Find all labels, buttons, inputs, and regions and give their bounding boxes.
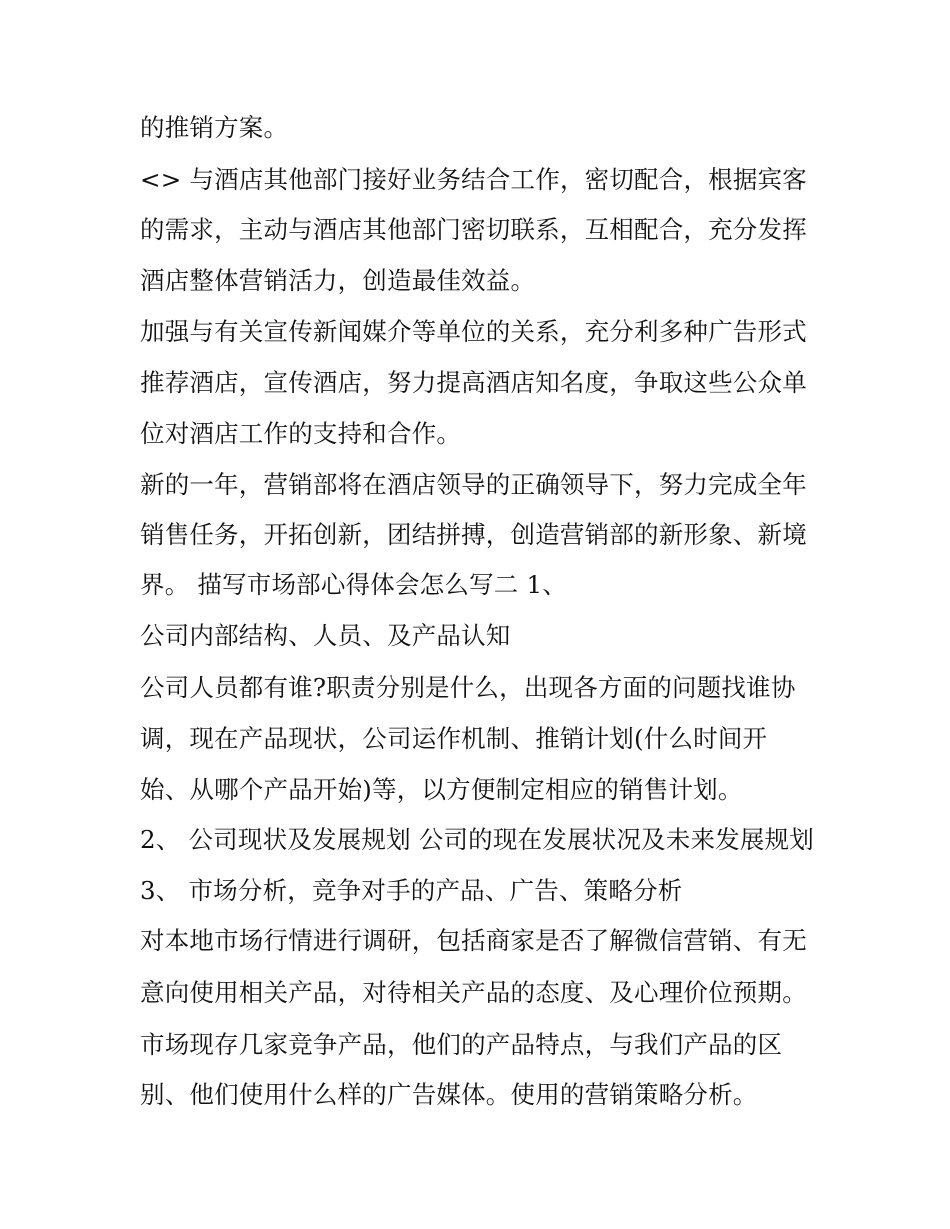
text-line-17: 对本地市场行情进行调研，包括商家是否了解微信营销、有无 — [140, 926, 807, 955]
text-line-8: 新的一年，营销部将在酒店领导的正确领导下，努力完成全年 — [140, 470, 807, 499]
text-line-5: 加强与有关宣传新闻媒介等单位的关系，充分利多种广告形式 — [140, 317, 807, 346]
text-line-9: 销售任务，开拓创新，团结拼搏，创造营销部的新形象、新境 — [140, 520, 807, 549]
text-line-2: <> 与酒店其他部门接好业务结合工作，密切配合，根据宾客 — [140, 165, 807, 194]
text-line-7: 位对酒店工作的支持和合作。 — [140, 419, 462, 448]
text-line-15: 2、 公司现状及发展规划 公司的现在发展状况及未来发展规划 — [140, 825, 814, 854]
text-line-11: 公司内部结构、人员、及产品认知 — [140, 621, 511, 650]
text-line-3: 的需求，主动与酒店其他部门密切联系，互相配合，充分发挥 — [140, 215, 807, 244]
text-line-1: 的推销方案。 — [140, 113, 289, 142]
text-line-20: 别、他们使用什么样的广告媒体。使用的营销策略分析。 — [140, 1080, 758, 1109]
text-line-16: 3、 市场分析，竞争对手的产品、广告、策略分析 — [140, 876, 683, 905]
text-line-18: 意向使用相关产品，对待相关产品的态度、及心理价位预期。 — [140, 978, 807, 1007]
text-line-19: 市场现存几家竞争产品，他们的产品特点，与我们产品的区 — [140, 1030, 783, 1059]
text-line-6: 推荐酒店，宣传酒店，努力提高酒店知名度，争取这些公众单 — [140, 368, 807, 397]
text-line-12: 公司人员都有谁?职责分别是什么，出现各方面的问题找谁协 — [140, 673, 796, 702]
text-line-10: 界。 描写市场部心得体会怎么写二 1、 — [140, 570, 567, 599]
text-line-4: 酒店整体营销活力，创造最佳效益。 — [140, 266, 536, 295]
text-line-14: 始、从哪个产品开始)等，以方便制定相应的销售计划。 — [140, 775, 743, 804]
text-line-13: 调，现在产品现状，公司运作机制、推销计划(什么时间开 — [140, 724, 768, 753]
